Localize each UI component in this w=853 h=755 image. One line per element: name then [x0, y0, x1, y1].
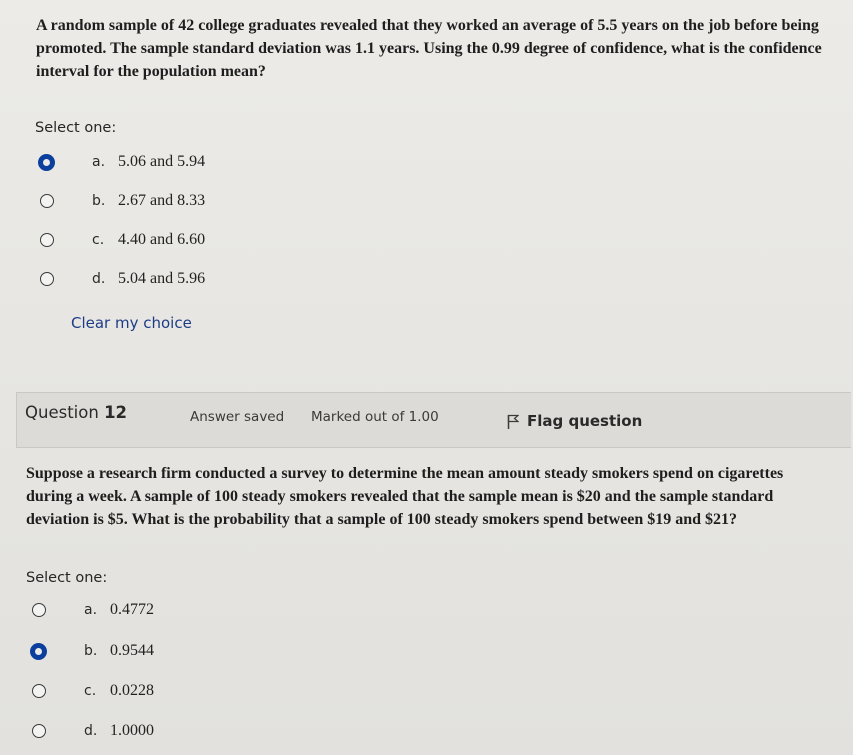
option-text: 2.67 and 8.33: [118, 192, 206, 209]
option-text: 1.0000: [110, 722, 154, 739]
q11-option-a[interactable]: [38, 150, 205, 174]
q12-option-d[interactable]: [32, 719, 154, 743]
radio-selected[interactable]: [38, 154, 55, 171]
question-11-text: A random sample of 42 college graduates revealed that they worked an average of 5.5 years on the job before being promoted. The sample standard deviation was 1.1 years. Using the 0.99 degree of confidence, what is the confidence interval for the population mean?: [36, 17, 822, 80]
q11-option-d[interactable]: [40, 267, 205, 291]
radio-unselected[interactable]: [40, 233, 54, 247]
question-number-value: 12: [104, 403, 128, 422]
select-one-label: Select one:: [26, 570, 108, 586]
q12-option-c[interactable]: [32, 679, 154, 703]
option-letter: b.: [92, 193, 106, 209]
flag-question-button[interactable]: [507, 412, 642, 430]
clear-my-choice-link[interactable]: Clear my choice: [71, 314, 192, 332]
radio-unselected[interactable]: [32, 603, 46, 617]
option-letter: d.: [92, 271, 106, 287]
question-info-bar: [16, 392, 851, 448]
option-letter: a.: [84, 602, 98, 618]
option-text: 0.0228: [110, 682, 154, 699]
radio-unselected[interactable]: [32, 724, 46, 738]
question-12-text: Suppose a research firm conducted a survey to determine the mean amount steady smokers spend on cigarettes during a week. A sample of 100 steady smokers revealed that the sample mean is $20 and the sample standard deviation is $5. What is the probability that a sample of 100 steady smokers spend between $19 and $21?: [26, 465, 784, 528]
select-one-label: Select one:: [35, 120, 117, 136]
flag-icon: [507, 414, 519, 429]
option-text: 0.9544: [110, 642, 154, 659]
radio-unselected[interactable]: [40, 194, 54, 208]
option-text: 4.40 and 6.60: [118, 231, 206, 248]
q12-option-b[interactable]: [30, 639, 154, 663]
option-letter: d.: [84, 723, 98, 739]
q11-option-c[interactable]: [40, 228, 205, 252]
radio-unselected[interactable]: [32, 684, 46, 698]
option-letter: b.: [84, 643, 98, 659]
question-label: Question: [25, 403, 99, 422]
q12-option-a[interactable]: [32, 598, 154, 622]
option-letter: a.: [92, 154, 106, 170]
radio-selected[interactable]: [30, 643, 47, 660]
option-text: 0.4772: [110, 601, 154, 618]
option-letter: c.: [92, 232, 105, 248]
radio-unselected[interactable]: [40, 272, 54, 286]
flag-question-label: Flag question: [527, 412, 643, 430]
option-letter: c.: [84, 683, 97, 699]
answer-status: Answer saved: [190, 409, 285, 425]
q11-option-b[interactable]: [40, 189, 205, 213]
question-marks: Marked out of 1.00: [311, 409, 439, 425]
option-text: 5.06 and 5.94: [118, 153, 206, 170]
question-number: [25, 403, 127, 422]
option-text: 5.04 and 5.96: [118, 270, 206, 287]
